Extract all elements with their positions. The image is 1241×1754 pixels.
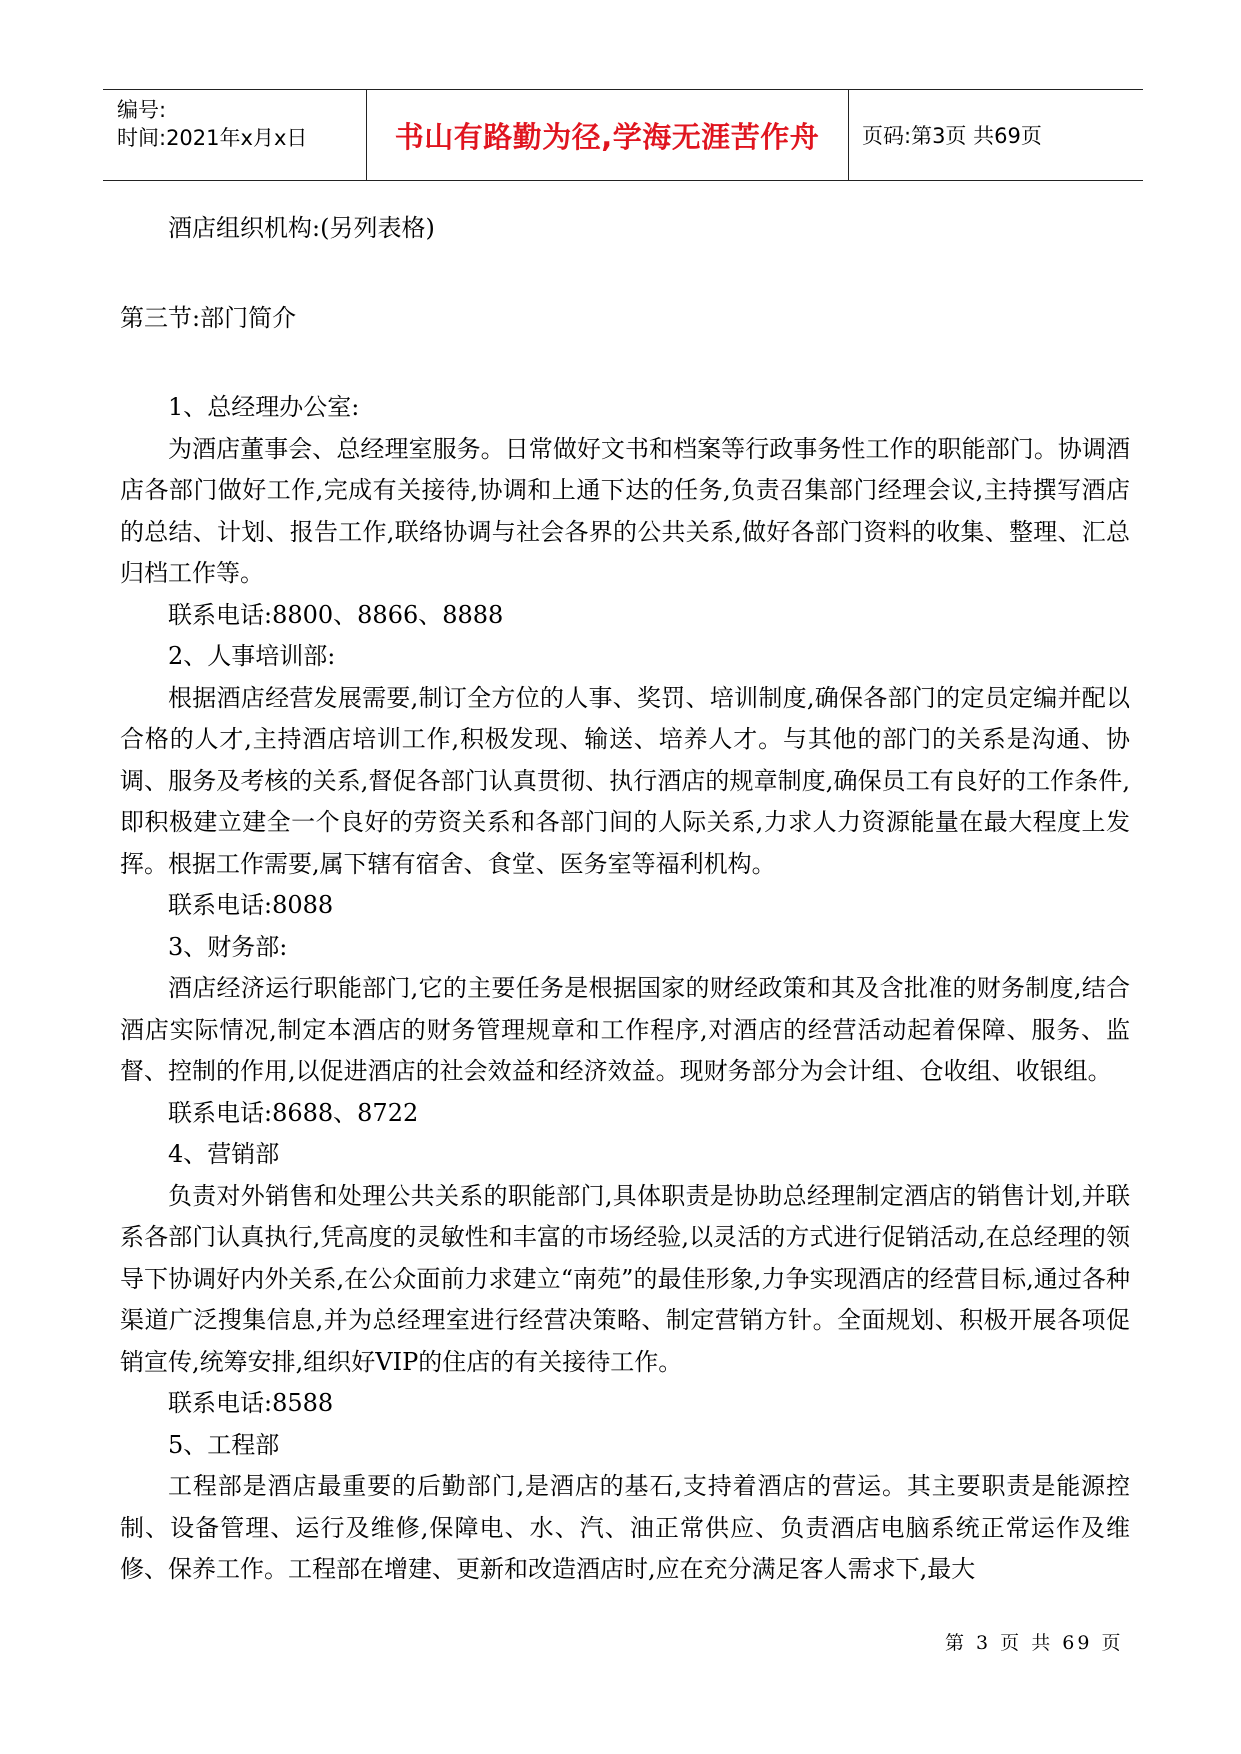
dept3-description: 酒店经济运行职能部门,它的主要任务是根据国家的财经政策和其及含批准的财务制度,结合酒店实际情况,制定本酒店的财务管理规章和工作程序,对酒店的经营活动起着保障、服务、监督、控制的作用,以促进酒店的社会效益和经济效益。现财务部分为会计组、仓收组、收银组。 bbox=[120, 974, 1130, 1085]
section-title: 第三节:部门简介 bbox=[120, 303, 297, 332]
dept3-title: 3、财务部: bbox=[168, 932, 288, 961]
dept1-phone: 联系电话:8800、8866、8888 bbox=[168, 600, 504, 629]
dept2-title: 2、人事培训部: bbox=[168, 642, 336, 670]
header-motto-cell bbox=[366, 90, 849, 180]
dept1-description: 为酒店董事会、总经理室服务。日常做好文书和档案等行政事务性工作的职能部门。协调酒店各部门做好工作,完成有关接待,协调和上通下达的任务,负责召集部门经理会议,主持撰写酒店的总结、计划、报告工作,联络协调与社会各界的公共关系,做好各部门资料的收集、整理、汇总归档工作等。 bbox=[120, 434, 1130, 587]
header-motto: 书山有路勤为径,学海无涯苦作舟 bbox=[394, 119, 820, 154]
dept3-phone: 联系电话:8688、8722 bbox=[168, 1098, 419, 1127]
document-number-label: 编号: bbox=[117, 98, 167, 122]
page-footer-number: 第 3 页 共 69 页 bbox=[945, 1632, 1124, 1654]
dept2-description: 根据酒店经营发展需要,制订全方位的人事、奖罚、培训制度,确保各部门的定员定编并配以合格的人才,主持酒店培训工作,积极发现、输送、培养人才。与其他的部门的关系是沟通、协调、服务及考核的关系,督促各部门认真贯彻、执行酒店的规章制度,确保员工有良好的工作条件,即积极建立建全一个良好的劳资关系和各部门间的人际关系,力求人力资源能量在最大程度上发挥。根据工作需要,属下辖有宿舍、食堂、医务室等福利机构。 bbox=[120, 683, 1130, 878]
dept4-description: 负责对外销售和处理公共关系的职能部门,具体职责是协助总经理制定酒店的销售计划,并联系各部门认真执行,凭高度的灵敏性和丰富的市场经验,以灵活的方式进行促销活动,在总经理的领导下协调好内外关系,在公众面前力求建立“南苑”的最佳形象,力争实现酒店的经营目标,通过各种渠道广泛搜集信息,并为总经理室进行经营决策略、制定营销方针。全面规划、积极开展各项促销宣传,统筹安排,组织好VIP的住店的有关接待工作。 bbox=[120, 1181, 1130, 1376]
document-time-label: 时间:2021年x月x日 bbox=[117, 126, 308, 150]
document-body bbox=[120, 208, 1130, 1591]
dept1-title: 1、总经理办公室: bbox=[168, 393, 360, 421]
dept2-phone: 联系电话:8088 bbox=[168, 891, 334, 919]
page-header bbox=[103, 89, 1143, 181]
dept5-title: 5、工程部 bbox=[168, 1430, 280, 1459]
dept5-description: 工程部是酒店最重要的后勤部门,是酒店的基石,支持着酒店的营运。其主要职责是能源控制、设备管理、运行及维修,保障电、水、汽、油正常供应、负责酒店电脑系统正常运作及维修、保养工作。工程部在增建、更新和改造酒店时,应在充分满足客人需求下,最大 bbox=[120, 1472, 1130, 1583]
header-left-cell bbox=[103, 90, 367, 180]
dept4-phone: 联系电话:8588 bbox=[168, 1389, 334, 1417]
header-page-info: 页码:第3页 共69页 bbox=[862, 124, 1042, 148]
org-structure-line: 酒店组织机构:(另列表格) bbox=[168, 214, 435, 242]
dept4-title: 4、营销部 bbox=[168, 1140, 280, 1168]
header-page-cell bbox=[848, 90, 1143, 180]
